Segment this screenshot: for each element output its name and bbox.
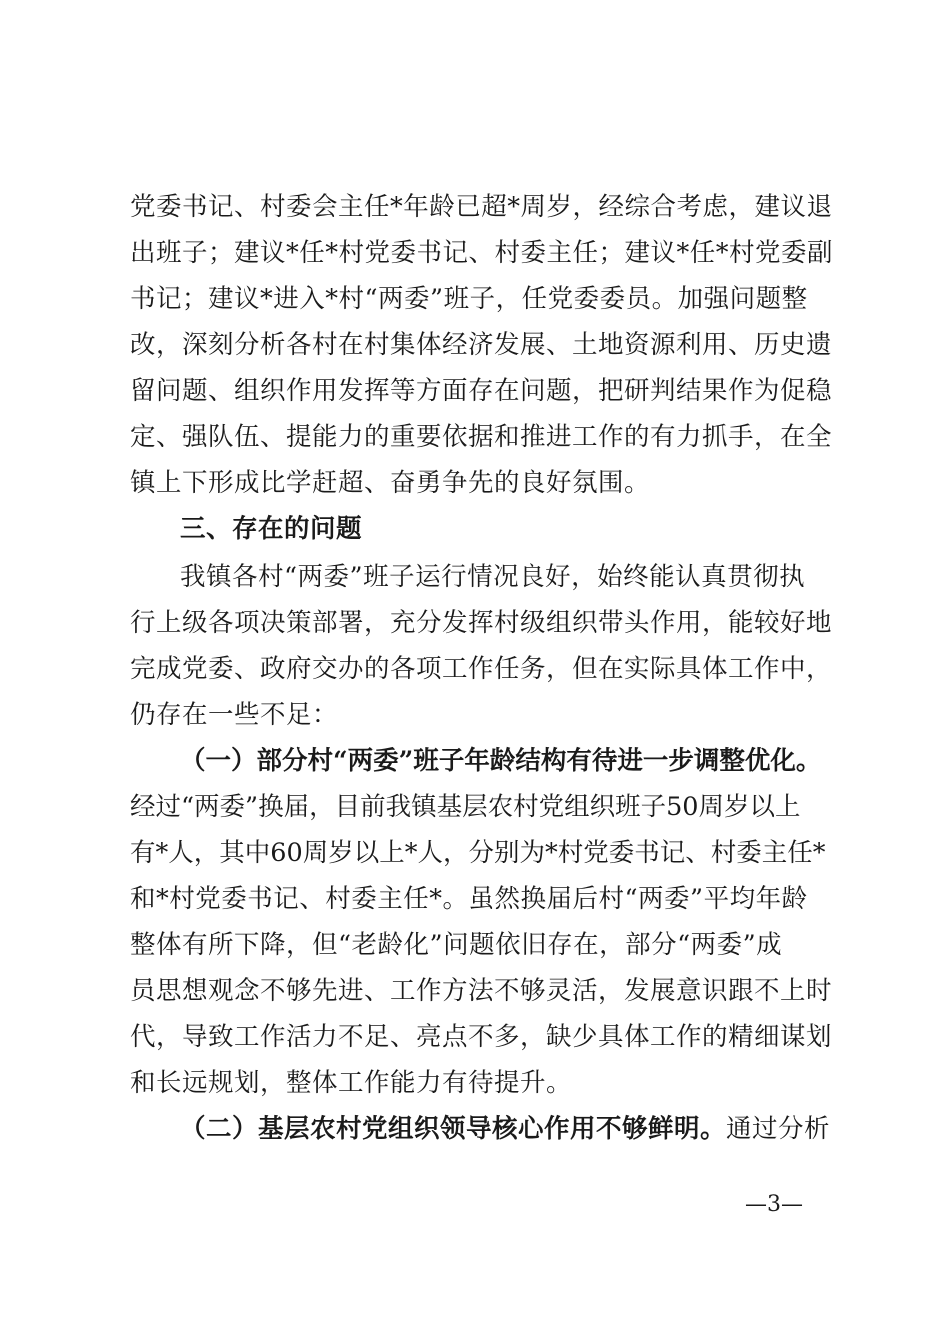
body-line-1: 党委书记、村委会主任*年龄已超*周岁，经综合考虑，建议退: [130, 192, 833, 222]
subsection-1-line-5: 员思想观念不够先进、工作方法不够灵活，发展意识跟不上时: [130, 976, 833, 1006]
intro-line-2: 行上级各项决策部署，充分发挥村级组织带头作用，能较好地: [130, 608, 833, 638]
section-heading: 三、存在的问题: [180, 514, 363, 544]
page-number: —3—: [745, 1192, 803, 1217]
subsection-2-title: （二）基层农村党组织领导核心作用不够鲜明。: [180, 1114, 727, 1144]
subsection-1-line-3: 和*村党委书记、村委主任*。虽然换届后村“两委”平均年龄: [130, 884, 808, 914]
subsection-2-text: 通过分析: [726, 1114, 831, 1144]
intro-line-3: 完成党委、政府交办的各项工作任务，但在实际具体工作中，: [130, 654, 833, 684]
subsection-1-title: （一）部分村“两委”班子年龄结构有待进一步调整优化。: [180, 746, 822, 776]
body-line-6: 定、强队伍、提能力的重要依据和推进工作的有力抓手，在全: [130, 422, 833, 452]
subsection-1-line-2: 有*人，其中60周岁以上*人，分别为*村党委书记、村委主任*: [130, 838, 826, 868]
subsection-1-line-7: 和长远规划，整体工作能力有待提升。: [130, 1068, 573, 1098]
subsection-1-line-1: 经过“两委”换届，目前我镇基层农村党组织班子50周岁以上: [130, 792, 801, 822]
body-line-3: 书记；建议*进入*村“两委”班子，任党委委员。加强问题整: [130, 284, 808, 314]
subsection-1-line-4: 整体有所下降，但“老龄化”问题依旧存在，部分“两委”成: [130, 930, 783, 960]
subsection-1-line-6: 代，导致工作活力不足、亮点不多，缺少具体工作的精细谋划: [130, 1022, 833, 1052]
intro-line-4: 仍存在一些不足：: [130, 700, 339, 730]
body-line-4: 改，深刻分析各村在村集体经济发展、土地资源利用、历史遗: [130, 330, 833, 360]
body-line-5: 留问题、组织作用发挥等方面存在问题，把研判结果作为促稳: [130, 376, 833, 406]
subsection-2-line-1: [180, 1109, 830, 1149]
intro-line-1: 我镇各村“两委”班子运行情况良好，始终能认真贯彻执: [180, 562, 806, 592]
body-line-2: 出班子；建议*任*村党委书记、村委主任；建议*任*村党委副: [130, 238, 834, 268]
body-line-7: 镇上下形成比学赶超、奋勇争先的良好氛围。: [130, 468, 651, 498]
